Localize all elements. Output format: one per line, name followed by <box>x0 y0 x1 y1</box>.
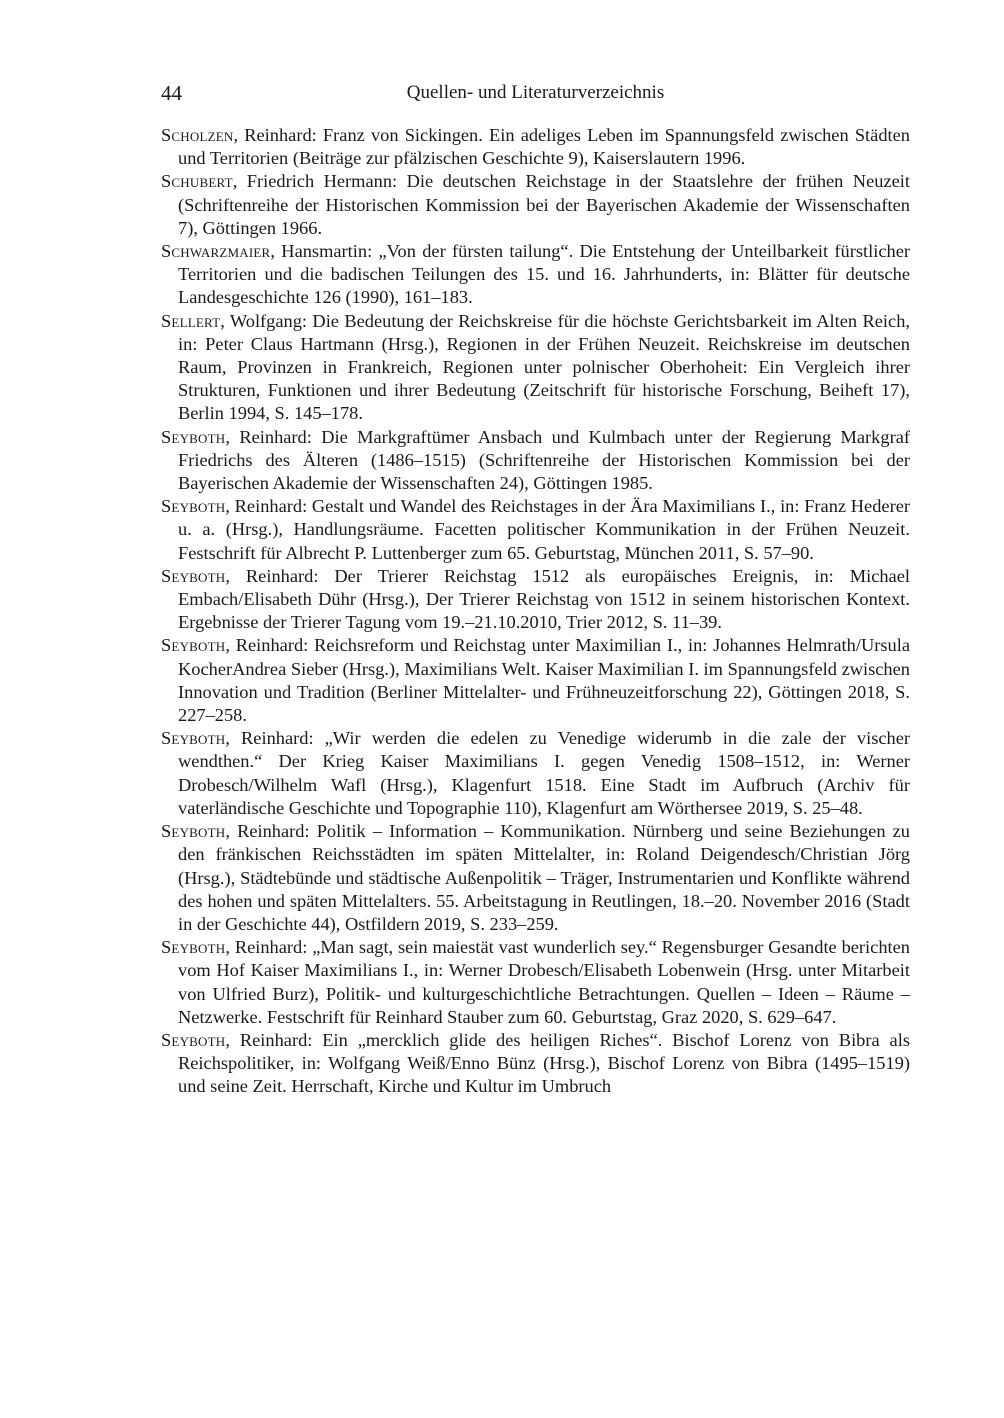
author-surname: Schwarzmaier <box>161 241 271 262</box>
author-surname: Seyboth <box>161 496 226 517</box>
author-surname: Seyboth <box>161 937 226 958</box>
author-surname: Sellert <box>161 310 221 331</box>
bibliography-entry <box>161 727 910 820</box>
entry-text: , Reinhard: Ein „mercklich glide des heiligen Riches“. Bischof Lorenz von Bibra als Reichspolitiker, in: Wolfgang Weiß/Enno Bünz (Hrsg.), Bischof Lorenz von Bibra (1495–1519) und seine Zeit. Herrschaft, Kirche und Kultur im Umbruch <box>178 1029 910 1097</box>
entry-text: , Reinhard: Die Markgraftümer Ansbach und Kulmbach unter der Regierung Markgraf Friedrichs des Älteren (1486–1515) (Schriftenreihe der Historischen Kommission bei der Bayerischen Akademie der Wissenschaften 24), Göttingen 1985. <box>178 426 910 494</box>
bibliography-entry <box>161 124 910 170</box>
bibliography-entry <box>161 310 910 426</box>
author-surname: Seyboth <box>161 1029 226 1050</box>
running-title: Quellen- und Literaturverzeichnis <box>406 82 665 103</box>
author-surname: Seyboth <box>161 728 226 749</box>
author-surname: Seyboth <box>161 635 226 656</box>
bibliography-entry <box>161 634 910 727</box>
bibliography-entry <box>161 565 910 635</box>
entry-text: , Reinhard: „Wir werden die edelen zu Venedige widerumb in die zale der vischer wendthen.“ Der Krieg Kaiser Maximilians I. gegen Venedig 1508–1512, in: Werner Drobesch/Wilhelm Wafl (Hrsg.), Klagenfurt 1518. Eine Stadt im Aufbruch (Archiv für vaterländische Geschichte und Topographie 110), Klagenfurt am Wörthersee 2019, S. 25–48. <box>178 728 910 818</box>
author-surname: Scholzen <box>161 125 234 145</box>
entry-text: , Wolfgang: Die Bedeutung der Reichskreise für die höchste Gerichtsbarkeit im Alten Reich, in: Peter Claus Hartmann (Hrsg.), Regionen in der Frühen Neuzeit. Reichskreise im deutschen Raum, Provinzen in Frankreich, Regionen unter polnischer Oberhoheit: Ein Vergleich ihrer Strukturen, Funktionen und ihrer Bedeutung (Zeitschrift für historische Forschung, Beiheft 17), Berlin 1994, S. 145–178. <box>178 310 910 424</box>
page-number: 44 <box>161 81 182 105</box>
author-surname: Seyboth <box>161 821 226 842</box>
entry-text: , Reinhard: „Man sagt, sein maiestät vast wunderlich sey.“ Regensburger Gesandte berichten vom Hof Kaiser Maximilians I., in: Werner Drobesch/Elisabeth Lobenwein (Hrsg. unter Mitarbeit von Ulfried Burz), Politik- und kulturgeschichtliche Betrachtungen. Quellen – Ideen – Räume – Netzwerke. Festschrift für Reinhard Stauber zum 60. Geburtstag, Graz 2020, S. 629–647. <box>178 937 910 1027</box>
page-header <box>161 78 910 108</box>
bibliography-entry <box>161 495 910 565</box>
entry-text: , Reinhard: Gestalt und Wandel des Reichstages in der Ära Maximilians I., in: Franz Hederer u. a. (Hrsg.), Handlungsräume. Facetten politischer Kommunikation in der Frühen Neuzeit. Festschrift für Albrecht P. Luttenberger zum 65. Geburtstag, München 2011, S. 57–90. <box>178 496 910 563</box>
bibliography-entry <box>161 240 910 310</box>
entry-text: , Reinhard: Reichsreform und Reichstag unter Maximilian I., in: Johannes Helmrath/Ursula KocherAndrea Sieber (Hrsg.), Maximilians Welt. Kaiser Maximilian I. im Spannungsfeld zwischen Innovation und Tradition (Berliner Mittelalter- und Frühneuzeitforschung 22), Göttingen 2018, S. 227–258. <box>178 635 910 726</box>
author-surname: Seyboth <box>161 426 226 447</box>
bibliography-entry <box>161 1029 910 1099</box>
entry-text: , Reinhard: Der Trierer Reichstag 1512 als europäisches Ereignis, in: Michael Embach/Elisabeth Dühr (Hrsg.), Der Trierer Reichstag von 1512 in seinem historischen Kontext. Ergebnisse der Trierer Tagung vom 19.–21.10.2010, Trier 2012, S. 11–39. <box>178 565 910 633</box>
bibliography-entry <box>161 170 910 240</box>
entry-text: , Reinhard: Franz von Sickingen. Ein adeliges Leben im Spannungsfeld zwischen Städten und Territorien (Beiträge zur pfälzischen Geschichte 9), Kaiserslautern 1996. <box>178 125 910 169</box>
bibliography-entry <box>161 426 910 496</box>
bibliography-entry <box>161 820 910 936</box>
author-surname: Schubert <box>161 171 233 192</box>
entry-text: , Reinhard: Politik – Information – Kommunikation. Nürnberg und seine Beziehungen zu den fränkischen Reichsstädten im späten Mittelalter, in: Roland Deigendesch/Christian Jörg (Hrsg.), Städtebünde und städtische Außenpolitik – Träger, Instrumentarien und Konflikte während des hohen und späten Mittelalters. 55. Arbeitstagung in Reutlingen, 18.–20. November 2016 (Stadt in der Geschichte 44), Ostfildern 2019, S. 233–259. <box>178 821 910 934</box>
bibliography-entry <box>161 936 910 1029</box>
bibliography-list <box>161 124 910 1099</box>
entry-text: , Hansmartin: „Von der fürsten tailung“. Die Entstehung der Unteilbarkeit fürstlicher Territorien und die badischen Teilungen des 15. und 16. Jahrhunderts, in: Blätter für deutsche Landesgeschichte 126 (1990), 161–183. <box>178 241 910 308</box>
entry-text: , Friedrich Hermann: Die deutschen Reichstage in der Staatslehre der frühen Neuzeit (Schriftenreihe der Historischen Kommission bei der Bayerischen Akademie der Wissenschaften 7), Göttingen 1966. <box>178 171 910 238</box>
author-surname: Seyboth <box>161 565 226 586</box>
